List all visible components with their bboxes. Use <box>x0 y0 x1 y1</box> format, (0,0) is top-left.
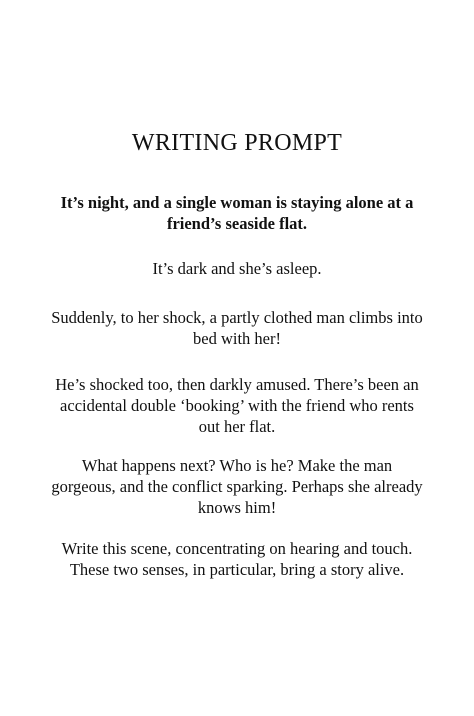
body-paragraph-5: Write this scene, concentrating on hearing and touch. These two senses, in particular, bring a story alive. <box>61 539 413 579</box>
body-paragraph-1: It’s dark and she’s asleep. <box>152 259 322 278</box>
body-paragraph-2: Suddenly, to her shock, a partly clothed man climbs into bed with her! <box>51 308 423 348</box>
page-title: WRITING PROMPT <box>131 130 343 156</box>
body-paragraph-4: What happens next? Who is he? Make the man gorgeous, and the conflict sparking. Perhaps she already knows him! <box>51 456 423 517</box>
body-paragraph-3: He’s shocked too, then darkly amused. There’s been an accidental double ‘booking’ with the friend who rents out her flat. <box>55 375 419 436</box>
lead-paragraph: It’s night, and a single woman is staying alone at a friend’s seaside flat. <box>60 193 414 233</box>
